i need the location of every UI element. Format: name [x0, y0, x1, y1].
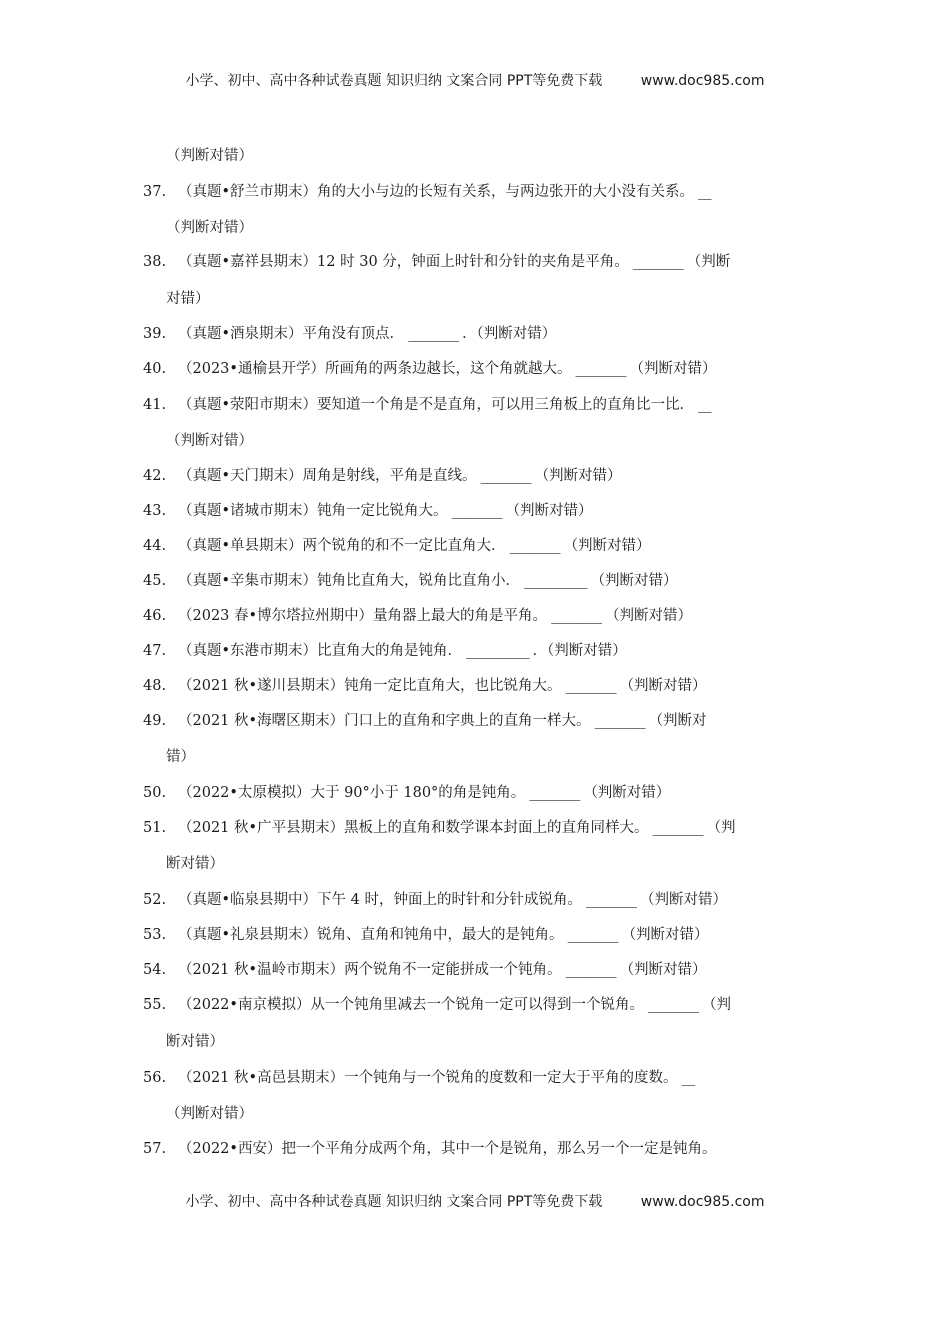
- question-suffix: （判: [706, 820, 736, 836]
- question-line: [143, 182, 715, 202]
- question-text: （2021 秋•海曙区期末）门口上的直角和字典上的直角一样大。: [178, 713, 591, 729]
- answer-blank: ________: [567, 927, 618, 943]
- question-suffix: （判断对错）: [621, 927, 709, 943]
- question-number: 43.: [143, 503, 167, 519]
- question-text: 断对错）: [166, 1034, 224, 1050]
- answer-blank: ________: [565, 962, 616, 978]
- question-line: [143, 571, 678, 591]
- question-text: （真题•单县期末）两个锐角的和不一定比直角大．: [178, 538, 506, 554]
- question-text: （真题•礼泉县期末）锐角、直角和钝角中，最大的是钝角。: [178, 927, 564, 943]
- question-line: [143, 818, 736, 838]
- question-number: 47.: [143, 643, 167, 659]
- question-line: [143, 395, 715, 415]
- answer-blank: __: [698, 397, 711, 413]
- question-suffix: （判断对错）: [583, 785, 671, 801]
- question-text: （真题•荥阳市期末）要知道一个角是不是直角，可以用三角板上的直角比一比．: [178, 397, 695, 413]
- question-suffix: ．（判断对错）: [462, 326, 557, 342]
- answer-blank: ________: [509, 538, 560, 554]
- answer-blank: ________: [551, 608, 602, 624]
- question-line: [143, 1068, 698, 1088]
- question-suffix: （判断对错）: [563, 538, 651, 554]
- question-number: 52.: [143, 892, 167, 908]
- question-line: [143, 676, 707, 696]
- question-suffix: （判断对: [648, 713, 707, 729]
- question-text: （真题•临泉县期中）下午 4 时，钟面上的时针和分针成锐角。: [178, 892, 582, 908]
- question-line: [143, 324, 556, 344]
- question-line: [143, 711, 707, 731]
- question-number: 48.: [143, 678, 167, 694]
- answer-blank: ________: [652, 820, 703, 836]
- question-text: （真题•舒兰市期末）角的大小与边的长短有关系，与两边张开的大小没有关系。: [178, 184, 695, 200]
- question-text: （真题•东港市期末）比直角大的角是钝角．: [178, 643, 463, 659]
- question-line: [143, 925, 709, 945]
- question-text: （真题•辛集市期末）钝角比直角大，锐角比直角小．: [178, 573, 521, 589]
- question-text: （真题•酒泉期末）平角没有顶点．: [178, 326, 405, 342]
- answer-blank: ________: [575, 361, 626, 377]
- question-number: 44.: [143, 538, 167, 554]
- question-continuation: [166, 1104, 253, 1124]
- answer-blank: ________: [647, 997, 698, 1013]
- answer-blank: ________: [451, 503, 502, 519]
- question-text: （真题•嘉祥县期末）12 时 30 分，钟面上时针和分针的夹角是平角。: [178, 254, 629, 270]
- question-suffix: （判断对错）: [605, 608, 693, 624]
- question-text: （判断对错）: [166, 1106, 253, 1122]
- question-number: 41.: [143, 397, 167, 413]
- answer-blank: ________: [586, 892, 636, 908]
- question-number: 42.: [143, 468, 167, 484]
- question-number: 57.: [143, 1141, 167, 1157]
- question-number: 53.: [143, 927, 167, 943]
- answer-blank: ________: [594, 713, 645, 729]
- answer-blank: ________: [632, 254, 683, 270]
- question-line: [143, 536, 651, 556]
- question-line: [143, 606, 692, 626]
- question-suffix: （判断对错）: [640, 892, 727, 908]
- question-text: 对错）: [166, 291, 210, 307]
- question-suffix: （判断对错）: [619, 678, 707, 694]
- question-continuation: [166, 747, 195, 767]
- question-text: （2021 秋•温岭市期末）两个锐角不一定能拼成一个钝角。: [178, 962, 562, 978]
- question-text: （真题•天门期末）周角是射线，平角是直线。: [178, 468, 477, 484]
- question-line: [143, 359, 716, 379]
- question-suffix: （判断对错）: [590, 573, 678, 589]
- question-text: （2021 秋•遂川县期末）钝角一定比直角大，也比锐角大。: [178, 678, 562, 694]
- question-text: （2023•通榆县开学）所画角的两条边越长，这个角就越大。: [178, 361, 572, 377]
- question-suffix: ．（判断对错）: [532, 643, 627, 659]
- header-text: 小学、初中、高中各种试卷真题 知识归纳 文案合同 PPT等免费下载: [185, 73, 603, 89]
- question-suffix: （判断: [686, 254, 731, 270]
- question-continuation: [166, 146, 253, 166]
- question-text: （2021 秋•广平县期末）黑板上的直角和数学课本封面上的直角同样大。: [178, 820, 649, 836]
- question-continuation: [166, 854, 224, 874]
- page-footer: [0, 1191, 950, 1211]
- answer-blank: __________: [524, 573, 587, 589]
- footer-site: www.doc985.com: [640, 1194, 765, 1210]
- question-text: （判断对错）: [166, 220, 253, 236]
- question-suffix: （判断对错）: [629, 361, 717, 377]
- question-number: 39.: [143, 326, 167, 342]
- question-line: [143, 783, 670, 803]
- question-continuation: [166, 1032, 224, 1052]
- answer-blank: ________: [565, 678, 616, 694]
- answer-blank: __: [681, 1070, 695, 1086]
- question-suffix: （判断对错）: [505, 503, 593, 519]
- question-number: 38.: [143, 254, 167, 270]
- answer-blank: ________: [529, 785, 580, 801]
- question-line: [143, 466, 622, 486]
- answer-blank: __: [698, 184, 711, 200]
- question-line: [143, 641, 627, 661]
- question-text: （2022•南京模拟）从一个钝角里减去一个锐角一定可以得到一个锐角。: [178, 997, 644, 1013]
- question-text: （2021 秋•高邑县期末）一个钝角与一个锐角的度数和一定大于平角的度数。: [178, 1070, 678, 1086]
- question-text: （判断对错）: [166, 433, 253, 449]
- question-number: 46.: [143, 608, 167, 624]
- question-number: 54.: [143, 962, 167, 978]
- answer-blank: ________: [408, 326, 459, 342]
- answer-blank: __________: [466, 643, 529, 659]
- question-suffix: （判: [701, 997, 731, 1013]
- question-text: （判断对错）: [166, 148, 253, 164]
- question-text: （真题•诸城市期末）钝角一定比锐角大。: [178, 503, 448, 519]
- question-number: 40.: [143, 361, 167, 377]
- footer-text: 小学、初中、高中各种试卷真题 知识归纳 文案合同 PPT等免费下载: [185, 1194, 603, 1210]
- question-line: [143, 995, 731, 1015]
- question-text: 错）: [166, 749, 195, 765]
- question-suffix: （判断对错）: [619, 962, 707, 978]
- question-number: 55.: [143, 997, 167, 1013]
- question-text: 断对错）: [166, 856, 224, 872]
- answer-blank: ________: [480, 468, 531, 484]
- question-text: （2022•太原模拟）大于 90°小于 180°的角是钝角。: [178, 785, 526, 801]
- question-continuation: [166, 218, 253, 238]
- question-line: [143, 252, 730, 272]
- question-line: [143, 960, 707, 980]
- question-number: 51.: [143, 820, 167, 836]
- question-number: 49.: [143, 713, 167, 729]
- question-number: 45.: [143, 573, 167, 589]
- question-text: （2022•西安）把一个平角分成两个角，其中一个是锐角，那么另一个一定是钝角。: [178, 1141, 717, 1157]
- question-number: 56.: [143, 1070, 167, 1086]
- question-suffix: （判断对错）: [534, 468, 622, 484]
- question-line: [143, 890, 727, 910]
- question-text: （2023 春•博尔塔拉州期中）量角器上最大的角是平角。: [178, 608, 548, 624]
- question-line: [143, 1139, 716, 1159]
- question-number: 50.: [143, 785, 167, 801]
- question-continuation: [166, 431, 253, 451]
- question-continuation: [166, 289, 210, 309]
- page-header: [0, 70, 950, 90]
- question-number: 37.: [143, 184, 167, 200]
- header-site: www.doc985.com: [640, 73, 765, 89]
- question-line: [143, 501, 593, 521]
